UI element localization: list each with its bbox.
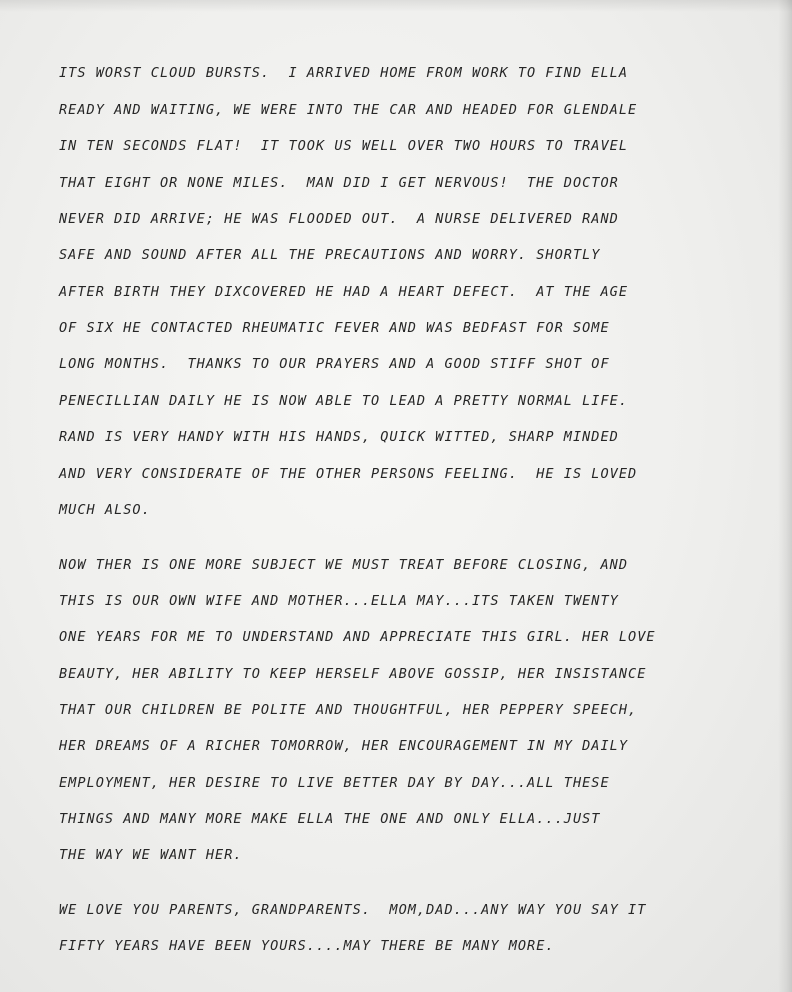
text-line: BEAUTY, HER ABILITY TO KEEP HERSELF ABOVE GOSSIP, HER INSISTANCE <box>59 666 647 682</box>
text-line: AFTER BIRTH THEY DIXCOVERED HE HAD A HEART DEFECT. AT THE AGE <box>59 284 629 300</box>
text-line: PENECILLIAN DAILY HE IS NOW ABLE TO LEAD A PRETTY NORMAL LIFE. <box>59 393 629 409</box>
page-top-shadow <box>0 0 792 12</box>
text-line: ITS WORST CLOUD BURSTS. I ARRIVED HOME FROM WORK TO FIND ELLA <box>59 65 629 81</box>
text-line: EMPLOYMENT, HER DESIRE TO LIVE BETTER DAY BY DAY...ALL THESE <box>59 775 610 791</box>
text-line: OF SIX HE CONTACTED RHEUMATIC FEVER AND WAS BEDFAST FOR SOME <box>59 320 610 336</box>
text-line: READY AND WAITING, WE WERE INTO THE CAR AND HEADED FOR GLENDALE <box>59 102 638 118</box>
text-line: THAT OUR CHILDREN BE POLITE AND THOUGHTFUL, HER PEPPERY SPEECH, <box>59 702 638 718</box>
text-line: THIS IS OUR OWN WIFE AND MOTHER...ELLA MAY...ITS TAKEN TWENTY <box>59 593 619 609</box>
text-line: WE LOVE YOU PARENTS, GRANDPARENTS. MOM,DAD...ANY WAY YOU SAY IT <box>59 902 647 918</box>
page-edge-shadow <box>778 0 792 992</box>
text-line: RAND IS VERY HANDY WITH HIS HANDS, QUICK WITTED, SHARP MINDED <box>59 429 619 445</box>
text-line: HER DREAMS OF A RICHER TOMORROW, HER ENCOURAGEMENT IN MY DAILY <box>59 738 629 754</box>
text-line: THAT EIGHT OR NONE MILES. MAN DID I GET NERVOUS! THE DOCTOR <box>59 175 619 191</box>
text-line: IN TEN SECONDS FLAT! IT TOOK US WELL OVER TWO HOURS TO TRAVEL <box>59 138 629 154</box>
text-line: LONG MONTHS. THANKS TO OUR PRAYERS AND A GOOD STIFF SHOT OF <box>59 356 610 372</box>
text-line: THINGS AND MANY MORE MAKE ELLA THE ONE AND ONLY ELLA...JUST <box>59 811 601 827</box>
text-line: SAFE AND SOUND AFTER ALL THE PRECAUTIONS AND WORRY. SHORTLY <box>59 247 601 263</box>
text-line: FIFTY YEARS HAVE BEEN YOURS....MAY THERE BE MANY MORE. <box>59 938 555 954</box>
text-line: NEVER DID ARRIVE; HE WAS FLOODED OUT. A NURSE DELIVERED RAND <box>59 211 619 227</box>
text-line: THE WAY WE WANT HER. <box>59 847 243 863</box>
text-line: AND VERY CONSIDERATE OF THE OTHER PERSONS FEELING. HE IS LOVED <box>59 466 638 482</box>
text-line: NOW THER IS ONE MORE SUBJECT WE MUST TREAT BEFORE CLOSING, AND <box>59 557 629 573</box>
text-line: ONE YEARS FOR ME TO UNDERSTAND AND APPRECIATE THIS GIRL. HER LOVE <box>59 629 656 645</box>
text-line: MUCH ALSO. <box>59 502 151 518</box>
